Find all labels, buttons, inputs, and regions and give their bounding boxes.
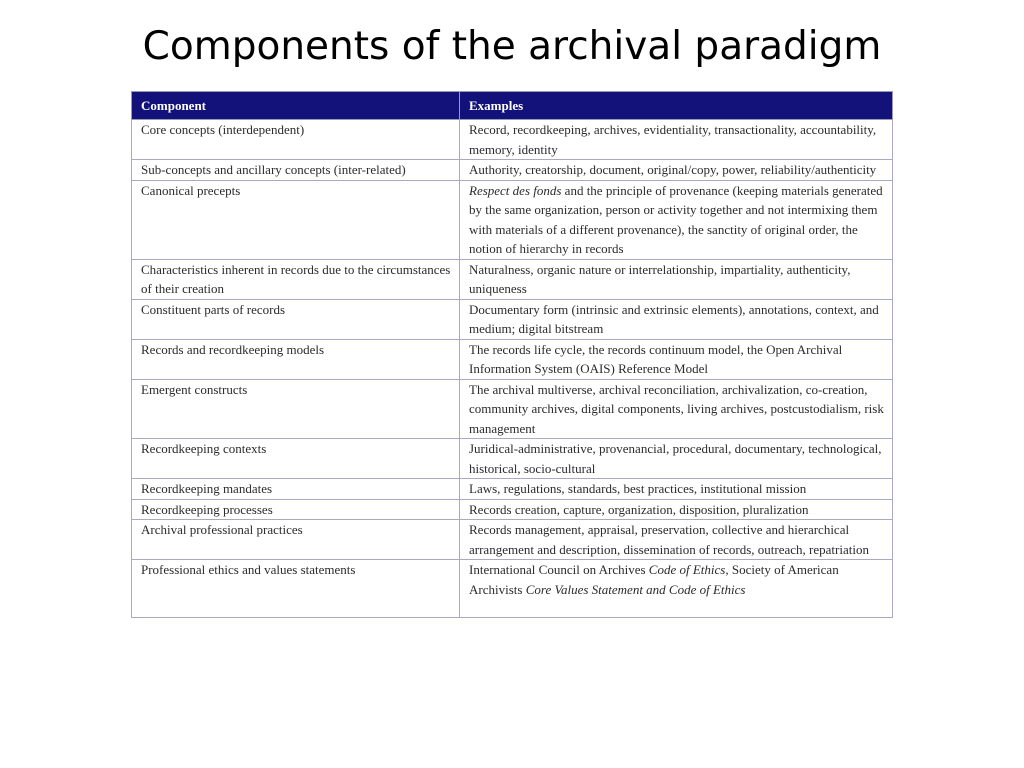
examples-cell: Records creation, capture, organization, disposition, pluralization (460, 499, 893, 520)
header-component: Component (132, 92, 460, 120)
slide-title: Components of the archival paradigm (142, 24, 882, 69)
component-cell: Sub-concepts and ancillary concepts (inter-related) (132, 160, 460, 181)
examples-text: International Council on Archives (469, 562, 649, 577)
component-cell: Archival professional practices (132, 520, 460, 560)
examples-italic-text: Code of Ethics (648, 562, 726, 577)
header-examples: Examples (460, 92, 893, 120)
component-cell: Records and recordkeeping models (132, 339, 460, 379)
table-row (132, 339, 893, 379)
examples-cell: Records management, appraisal, preservation, collective and hierarchical arrangement and description, dissemination of records, outreach, repatriation (460, 520, 893, 560)
examples-cell (460, 180, 893, 259)
component-cell: Constituent parts of records (132, 299, 460, 339)
paradigm-table (131, 91, 893, 618)
examples-text: and the principle of provenance (keeping materials generated by the same organization, person or activity together and not intermixing them with materials of a different provenance), the sanctity of original order, the notion of hierarchy in records (469, 182, 883, 256)
component-cell: Core concepts (interdependent) (132, 120, 460, 160)
examples-cell: Authority, creatorship, document, original/copy, power, reliability/authenticity (460, 160, 893, 181)
component-cell: Recordkeeping contexts (132, 439, 460, 479)
table-row (132, 520, 893, 560)
examples-cell: Juridical-administrative, provenancial, procedural, documentary, technological, historical, socio-cultural (460, 439, 893, 479)
table-row (132, 439, 893, 479)
table-row (132, 299, 893, 339)
examples-cell: Record, recordkeeping, archives, evidentiality, transactionality, accountability, memory, identity (460, 120, 893, 160)
component-cell: Emergent constructs (132, 379, 460, 439)
examples-text: , Society of American Archivists (469, 562, 839, 597)
examples-cell: The archival multiverse, archival reconciliation, archivalization, co-creation, community archives, digital components, living archives, postcustodialism, risk management (460, 379, 893, 439)
table-row (132, 560, 893, 618)
table-row (132, 259, 893, 299)
table-row (132, 379, 893, 439)
table-header-row (132, 92, 893, 120)
table-row (132, 160, 893, 181)
examples-cell: The records life cycle, the records continuum model, the Open Archival Information System (OAIS) Reference Model (460, 339, 893, 379)
examples-cell: Laws, regulations, standards, best practices, institutional mission (460, 479, 893, 500)
component-cell: Recordkeeping processes (132, 499, 460, 520)
examples-italic-text: Core Values Statement and Code of Ethics (525, 581, 746, 597)
component-cell: Canonical precepts (132, 180, 460, 259)
table-row (132, 479, 893, 500)
examples-cell (460, 560, 893, 618)
examples-cell: Documentary form (intrinsic and extrinsic elements), annotations, context, and medium; digital bitstream (460, 299, 893, 339)
table-row (132, 499, 893, 520)
component-cell: Recordkeeping mandates (132, 479, 460, 500)
table-row (132, 120, 893, 160)
examples-italic-text: Respect des fonds (469, 182, 562, 198)
component-cell: Professional ethics and values statements (132, 560, 460, 618)
table-row (132, 180, 893, 259)
examples-cell: Naturalness, organic nature or interrelationship, impartiality, authenticity, uniqueness (460, 259, 893, 299)
component-cell: Characteristics inherent in records due to the circumstances of their creation (132, 259, 460, 299)
